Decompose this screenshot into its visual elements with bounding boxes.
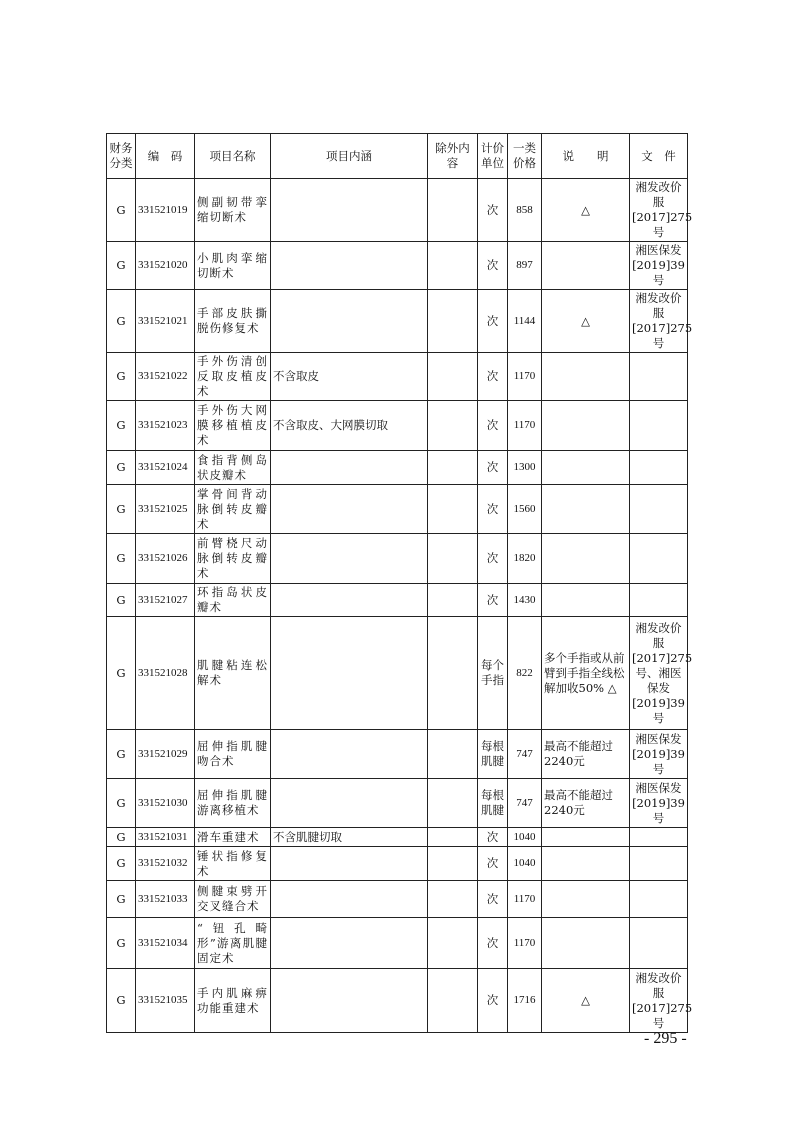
- table-row: [107, 779, 688, 828]
- item-name-cell: 手内肌麻痹功能重建术: [195, 969, 271, 1033]
- header-content: 项目内涵: [271, 134, 428, 179]
- code-cell: 331521032: [136, 847, 195, 881]
- unit-cell: 次: [478, 969, 508, 1033]
- document-cell: 湘医保发[2019]39号: [630, 779, 688, 828]
- unit-cell: 次: [478, 242, 508, 290]
- exclusion-cell: [428, 969, 478, 1033]
- category-cell: G: [107, 730, 136, 779]
- content-cell: [271, 969, 428, 1033]
- document-cell: [630, 485, 688, 534]
- unit-cell: 每根肌腱: [478, 779, 508, 828]
- code-cell: 331521027: [136, 584, 195, 617]
- header-note: 说 明: [542, 134, 630, 179]
- category-cell: G: [107, 451, 136, 485]
- table-header-row: [107, 134, 688, 179]
- note-cell: [542, 451, 630, 485]
- exclusion-cell: [428, 730, 478, 779]
- note-cell: 最高不能超过2240元: [542, 779, 630, 828]
- content-cell: [271, 451, 428, 485]
- table-row: [107, 918, 688, 969]
- item-name-cell: 侧腱束劈开交叉缝合术: [195, 881, 271, 918]
- header-exclusion: 除外内容: [428, 134, 478, 179]
- exclusion-cell: [428, 617, 478, 730]
- code-cell: 331521023: [136, 401, 195, 451]
- table-row: [107, 969, 688, 1033]
- note-cell: [542, 485, 630, 534]
- price-cell: 897: [508, 242, 542, 290]
- content-cell: [271, 847, 428, 881]
- document-cell: 湘发改价服[2017]275号: [630, 969, 688, 1033]
- document-cell: 湘医保发[2019]39号: [630, 730, 688, 779]
- item-name-cell: 食指背侧岛状皮瓣术: [195, 451, 271, 485]
- content-cell: [271, 485, 428, 534]
- price-cell: 822: [508, 617, 542, 730]
- item-name-cell: 手外伤清创反取皮植皮术: [195, 353, 271, 401]
- item-name-cell: 屈伸指肌腱吻合术: [195, 730, 271, 779]
- document-cell: [630, 881, 688, 918]
- category-cell: G: [107, 242, 136, 290]
- header-document: 文 件: [630, 134, 688, 179]
- price-cell: 1430: [508, 584, 542, 617]
- table-row: [107, 451, 688, 485]
- category-cell: G: [107, 353, 136, 401]
- unit-cell: 次: [478, 401, 508, 451]
- unit-cell: 次: [478, 847, 508, 881]
- table-row: [107, 881, 688, 918]
- note-cell: [542, 918, 630, 969]
- document-cell: 湘发改价服[2017]275号: [630, 179, 688, 242]
- note-cell: [542, 242, 630, 290]
- exclusion-cell: [428, 918, 478, 969]
- table-row: [107, 584, 688, 617]
- category-cell: G: [107, 617, 136, 730]
- category-cell: G: [107, 179, 136, 242]
- note-cell: [542, 401, 630, 451]
- price-cell: 747: [508, 730, 542, 779]
- note-cell: △: [542, 969, 630, 1033]
- exclusion-cell: [428, 179, 478, 242]
- exclusion-cell: [428, 828, 478, 847]
- content-cell: 不含取皮: [271, 353, 428, 401]
- price-cell: 1170: [508, 401, 542, 451]
- exclusion-cell: [428, 847, 478, 881]
- content-cell: [271, 242, 428, 290]
- price-cell: 1300: [508, 451, 542, 485]
- price-cell: 747: [508, 779, 542, 828]
- price-cell: 1170: [508, 353, 542, 401]
- item-name-cell: 小肌肉挛缩切断术: [195, 242, 271, 290]
- exclusion-cell: [428, 584, 478, 617]
- code-cell: 331521020: [136, 242, 195, 290]
- note-cell: [542, 584, 630, 617]
- category-cell: G: [107, 779, 136, 828]
- unit-cell: 次: [478, 828, 508, 847]
- category-cell: G: [107, 881, 136, 918]
- unit-cell: 次: [478, 485, 508, 534]
- category-cell: G: [107, 584, 136, 617]
- header-item-name: 项目名称: [195, 134, 271, 179]
- content-cell: [271, 584, 428, 617]
- header-price: 一类价格: [508, 134, 542, 179]
- code-cell: 331521024: [136, 451, 195, 485]
- header-code: 编 码: [136, 134, 195, 179]
- unit-cell: 次: [478, 881, 508, 918]
- price-cell: 1170: [508, 918, 542, 969]
- exclusion-cell: [428, 881, 478, 918]
- content-cell: [271, 779, 428, 828]
- note-cell: 多个手指或从前臂到手指全线松解加收50% △: [542, 617, 630, 730]
- document-cell: 湘医保发[2019]39号: [630, 242, 688, 290]
- price-cell: 1144: [508, 290, 542, 353]
- unit-cell: 每个手指: [478, 617, 508, 730]
- content-cell: 不含取皮、大网膜切取: [271, 401, 428, 451]
- document-cell: [630, 847, 688, 881]
- content-cell: [271, 730, 428, 779]
- item-name-cell: 锤状指修复术: [195, 847, 271, 881]
- code-cell: 331521028: [136, 617, 195, 730]
- table-row: [107, 401, 688, 451]
- content-cell: [271, 290, 428, 353]
- document-cell: [630, 584, 688, 617]
- page-number: - 295 -: [644, 1030, 687, 1047]
- unit-cell: 次: [478, 918, 508, 969]
- code-cell: 331521031: [136, 828, 195, 847]
- price-cell: 1716: [508, 969, 542, 1033]
- item-name-cell: 前臂桡尺动脉倒转皮瓣术: [195, 534, 271, 584]
- table-row: [107, 290, 688, 353]
- table-row: [107, 242, 688, 290]
- note-cell: [542, 881, 630, 918]
- content-cell: [271, 179, 428, 242]
- item-name-cell: 手外伤大网膜移植植皮术: [195, 401, 271, 451]
- note-cell: [542, 534, 630, 584]
- code-cell: 331521022: [136, 353, 195, 401]
- content-cell: 不含肌腱切取: [271, 828, 428, 847]
- table-row: [107, 617, 688, 730]
- unit-cell: 次: [478, 451, 508, 485]
- code-cell: 331521033: [136, 881, 195, 918]
- document-cell: [630, 534, 688, 584]
- code-cell: 331521026: [136, 534, 195, 584]
- exclusion-cell: [428, 534, 478, 584]
- price-cell: 1560: [508, 485, 542, 534]
- item-name-cell: 掌骨间背动脉倒转皮瓣术: [195, 485, 271, 534]
- code-cell: 331521030: [136, 779, 195, 828]
- code-cell: 331521035: [136, 969, 195, 1033]
- price-cell: 1040: [508, 847, 542, 881]
- document-cell: 湘发改价服[2017]275号、湘医保发[2019]39号: [630, 617, 688, 730]
- category-cell: G: [107, 918, 136, 969]
- note-cell: [542, 847, 630, 881]
- unit-cell: 每根肌腱: [478, 730, 508, 779]
- table-row: [107, 485, 688, 534]
- document-cell: [630, 918, 688, 969]
- code-cell: 331521029: [136, 730, 195, 779]
- note-cell: △: [542, 290, 630, 353]
- item-name-cell: 手部皮肤撕脱伤修复术: [195, 290, 271, 353]
- note-cell: △: [542, 179, 630, 242]
- category-cell: G: [107, 401, 136, 451]
- exclusion-cell: [428, 242, 478, 290]
- unit-cell: 次: [478, 353, 508, 401]
- category-cell: G: [107, 534, 136, 584]
- table-row: [107, 847, 688, 881]
- header-category: 财务分类: [107, 134, 136, 179]
- price-cell: 1040: [508, 828, 542, 847]
- category-cell: G: [107, 969, 136, 1033]
- content-cell: [271, 881, 428, 918]
- exclusion-cell: [428, 290, 478, 353]
- unit-cell: 次: [478, 290, 508, 353]
- item-name-cell: 侧副韧带挛缩切断术: [195, 179, 271, 242]
- code-cell: 331521034: [136, 918, 195, 969]
- document-cell: [630, 401, 688, 451]
- unit-cell: 次: [478, 534, 508, 584]
- note-cell: [542, 828, 630, 847]
- item-name-cell: 环指岛状皮瓣术: [195, 584, 271, 617]
- unit-cell: 次: [478, 584, 508, 617]
- item-name-cell: 屈伸指肌腱游离移植术: [195, 779, 271, 828]
- exclusion-cell: [428, 451, 478, 485]
- table-body: [107, 179, 693, 1033]
- exclusion-cell: [428, 779, 478, 828]
- category-cell: G: [107, 828, 136, 847]
- code-cell: 331521021: [136, 290, 195, 353]
- price-cell: 858: [508, 179, 542, 242]
- note-cell: 最高不能超过2240元: [542, 730, 630, 779]
- exclusion-cell: [428, 485, 478, 534]
- category-cell: G: [107, 485, 136, 534]
- exclusion-cell: [428, 401, 478, 451]
- header-unit: 计价单位: [478, 134, 508, 179]
- document-cell: 湘发改价服[2017]275号: [630, 290, 688, 353]
- table-row: [107, 179, 688, 242]
- table-row: [107, 730, 688, 779]
- document-cell: [630, 828, 688, 847]
- content-cell: [271, 617, 428, 730]
- table-row: [107, 353, 688, 401]
- item-name-cell: “钮孔畸形”游离肌腱固定术: [195, 918, 271, 969]
- price-table: [106, 133, 693, 1033]
- content-cell: [271, 918, 428, 969]
- price-cell: 1170: [508, 881, 542, 918]
- document-cell: [630, 353, 688, 401]
- item-name-cell: 滑车重建术: [195, 828, 271, 847]
- table-row: [107, 534, 688, 584]
- code-cell: 331521025: [136, 485, 195, 534]
- table-row: [107, 828, 688, 847]
- unit-cell: 次: [478, 179, 508, 242]
- document-cell: [630, 451, 688, 485]
- price-cell: 1820: [508, 534, 542, 584]
- category-cell: G: [107, 290, 136, 353]
- note-cell: [542, 353, 630, 401]
- content-cell: [271, 534, 428, 584]
- category-cell: G: [107, 847, 136, 881]
- code-cell: 331521019: [136, 179, 195, 242]
- item-name-cell: 肌腱粘连松解术: [195, 617, 271, 730]
- exclusion-cell: [428, 353, 478, 401]
